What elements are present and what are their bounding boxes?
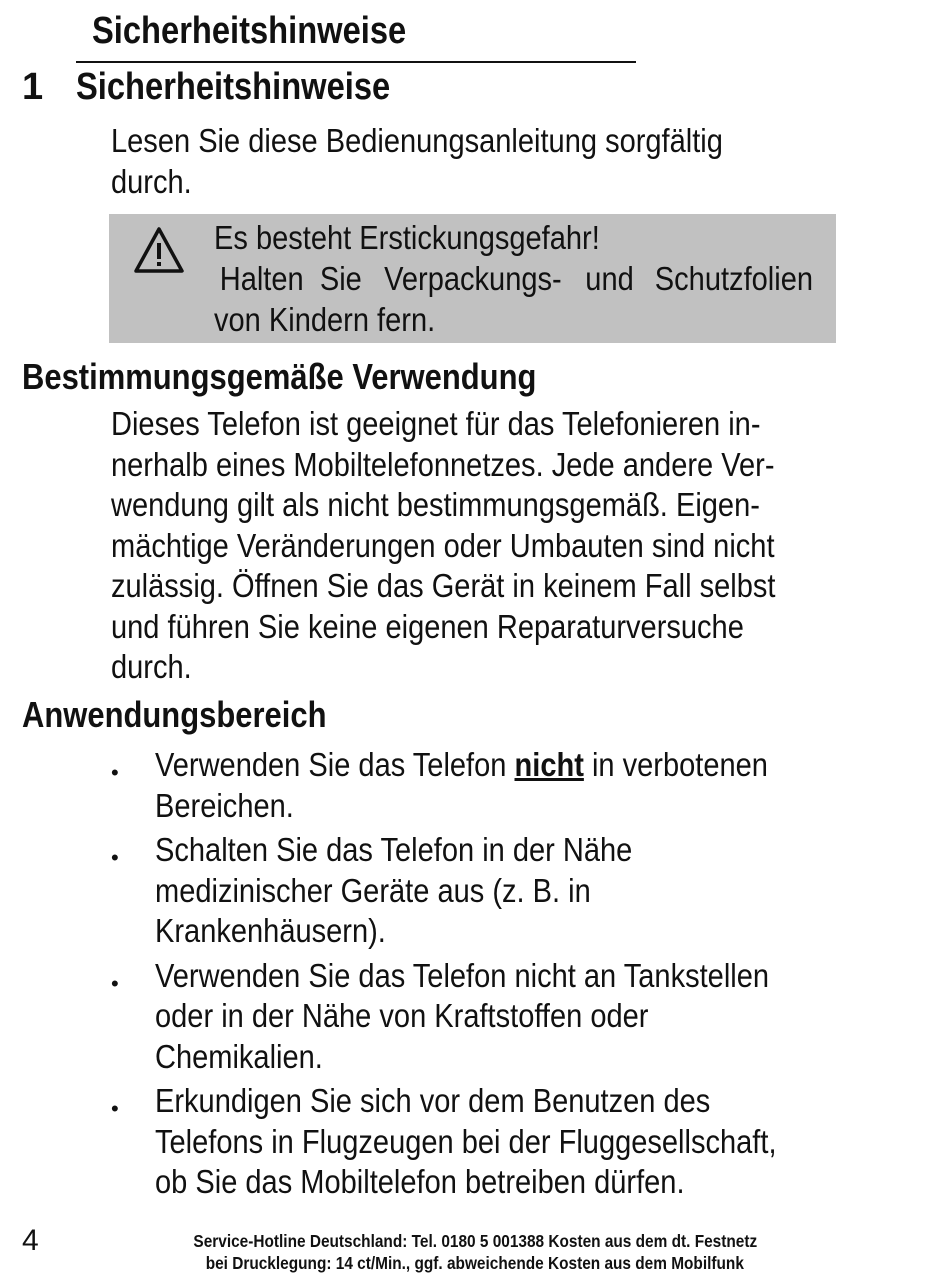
warning-line: Es besteht Erstickungsgefahr!	[214, 219, 600, 256]
list-item-line: Verwenden Sie das Telefon nicht an Tankstellen	[155, 956, 770, 994]
intro-line: Lesen Sie diese Bedienungsanleitung sorgfältig	[111, 122, 723, 159]
bullet-icon: •	[111, 845, 119, 870]
list-item-line: oder in der Nähe von Kraftstoffen oder	[155, 997, 649, 1034]
bullet-icon: •	[111, 970, 119, 996]
warning-word: Halten	[219, 260, 304, 297]
list-item	[111, 956, 861, 1078]
intro-paragraph	[111, 121, 723, 202]
paragraph-line: und führen Sie keine eigenen Reparaturversuche	[111, 607, 744, 645]
warning-triangle-icon	[133, 226, 185, 274]
running-header-title: Sicherheitshinweise	[92, 10, 407, 52]
warning-word: Verpackungs-	[384, 260, 562, 297]
scope-bullet-list	[111, 745, 861, 1207]
scope-heading: Anwendungsbereich	[22, 694, 327, 735]
emphasis-text: nicht	[514, 746, 584, 783]
list-item-text	[155, 745, 777, 826]
list-item	[111, 745, 861, 826]
footer-line: Service-Hotline Deutschland: Tel. 0180 5 001388 Kosten aus dem dt. Festnetz	[193, 1231, 757, 1251]
list-item-line: medizinischer Geräte aus (z. B. in	[155, 871, 591, 909]
list-item-line: Krankenhäusern).	[155, 912, 386, 949]
bullet-icon: •	[111, 760, 119, 785]
paragraph-line: nerhalb eines Mobiltelefonnetzes. Jede andere Ver-	[111, 445, 775, 483]
chapter-number: 1	[22, 66, 44, 108]
list-item-line: Bereichen.	[155, 786, 294, 824]
page-number: 4	[22, 1224, 39, 1257]
warning-line	[214, 258, 824, 299]
intro-line: durch.	[111, 162, 192, 200]
intended-use-heading: Bestimmungsgemäße Verwendung	[22, 356, 537, 397]
paragraph-line: Dieses Telefon ist geeignet für das Telefonieren in-	[111, 405, 761, 442]
paragraph-line: durch.	[111, 648, 192, 685]
paragraph-line: zulässig. Öffnen Sie das Gerät in keinem Fall selbst	[111, 567, 776, 604]
list-item-text	[155, 956, 777, 1078]
list-item-text	[155, 1081, 777, 1203]
list-item-line: ob Sie das Mobiltelefon betreiben dürfen.	[155, 1163, 685, 1200]
list-item-line	[155, 745, 777, 786]
warning-word: Sie	[319, 260, 362, 297]
list-item-line: Erkundigen Sie sich vor dem Benutzen des	[155, 1082, 711, 1119]
paragraph-line: wendung gilt als nicht bestimmungsgemäß. Eigen-	[111, 486, 760, 523]
warning-word: und	[584, 260, 634, 297]
chapter-title: Sicherheitshinweise	[76, 66, 391, 108]
service-hotline-footer	[0, 1230, 950, 1274]
list-item	[111, 830, 861, 952]
list-item-line: Schalten Sie das Telefon in der Nähe	[155, 831, 633, 868]
warning-line: von Kindern fern.	[214, 301, 436, 338]
warning-box	[109, 214, 836, 343]
footer-line: bei Drucklegung: 14 ct/Min., ggf. abweichende Kosten aus dem Mobilfunk	[205, 1253, 745, 1273]
intended-use-paragraph	[111, 404, 775, 688]
text-fragment: in verbotenen	[583, 746, 768, 783]
warning-text	[214, 217, 824, 340]
list-item-text	[155, 830, 777, 952]
list-item-line: Telefons in Flugzeugen bei der Fluggesellschaft,	[155, 1122, 777, 1160]
header-divider	[76, 61, 636, 63]
bullet-icon: •	[111, 1096, 119, 1121]
paragraph-line: mächtige Veränderungen oder Umbauten sind nicht	[111, 526, 775, 564]
warning-word: Schutzfolien	[654, 260, 814, 297]
list-item	[111, 1081, 861, 1203]
text-fragment: Verwenden Sie das Telefon	[155, 746, 515, 783]
list-item-line: Chemikalien.	[155, 1037, 323, 1075]
